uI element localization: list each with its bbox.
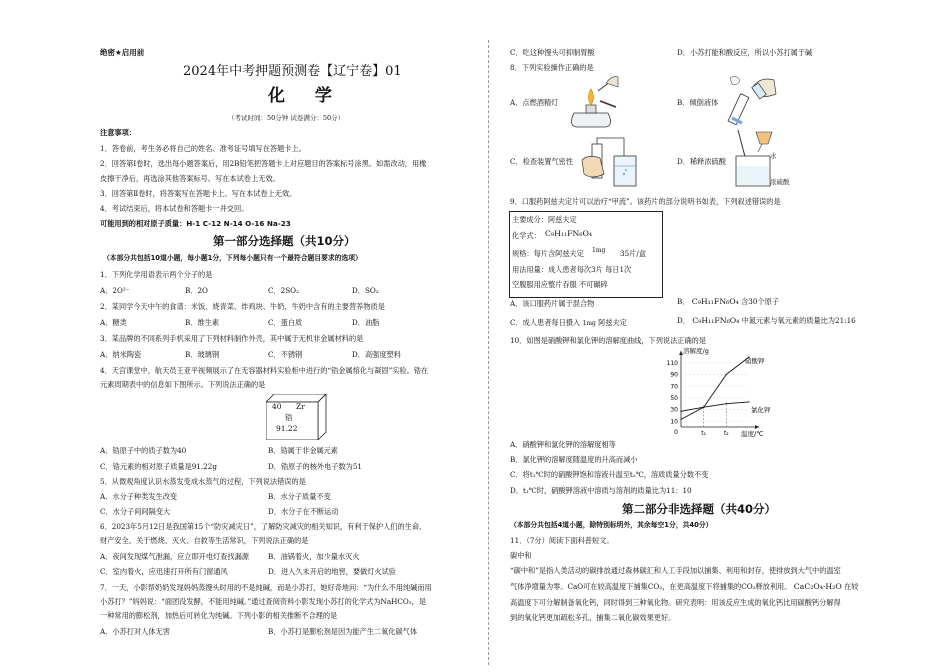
part2-instruction: （本部分共包括4道小题，除特别标明外，其余每空1分，共40分） (510, 521, 713, 529)
y-tick-label: 90 (670, 371, 678, 379)
q9-stem: 9．口服药阿兹夫定片可以治疗“甲流”。该药片的部分说明书如表，下列叙述错误的是 (510, 197, 781, 206)
drug-formula-label: 化学式： (512, 231, 541, 240)
q4-option-d: D．锆原子的核外电子数为51 (268, 462, 362, 471)
q7-stem-line3: 一种常用的膨松剂，加热后可转化为纯碱。下列小影的相关推断不合理的是 (100, 611, 338, 620)
alcohol-lamp-illustration (562, 73, 620, 129)
q2-stem: 2．某同学今天中午的食谱：米饭、烧青菜、炸鸡块、牛奶，牛奶中含有的主要营养物质是 (100, 302, 385, 311)
drug-pack: 35片/盒 (620, 249, 646, 258)
q9-option-c (510, 318, 627, 328)
x-tick-label: t₁ (701, 430, 707, 437)
q9-option-d-prefix: D． (677, 316, 690, 325)
q7-stem-line1: 7．一天，小影帮奶奶发现妈妈蒸馒头时用的不是纯碱，而是小苏打，她好奇地问：“为什么不用纯碱而用 (100, 583, 432, 592)
q8-option-c: C．检查装置气密性 (510, 157, 574, 166)
data-point (726, 403, 727, 404)
data-point (680, 419, 681, 420)
q10-stem: 10．如图是硝酸钾和氯化钾的溶解度曲线，下列说法正确的是 (510, 336, 707, 345)
q11-inline-formula: CaC₂O₄·H₂O (793, 582, 842, 591)
q11-line4: 到的氧化钙更加疏松多孔，捕集二氧化碳效果更好。 (510, 613, 676, 622)
q10-option-d: D．t₁℃时，硝酸钾溶液中溶质与溶剂的质量比为11：10 (510, 486, 692, 495)
q3-option-a: A．纳米陶瓷 (100, 350, 142, 359)
q8-option-d: D．稀释浓硫酸 (677, 157, 726, 166)
exam-info: （考试时间：50分钟 试卷满分：50分） (228, 114, 345, 122)
origin-label: 0 (674, 429, 678, 436)
series-line-kno3 (681, 357, 749, 419)
q1-stem: 1．下列化学用语表示两个分子的是 (100, 270, 213, 279)
q3-option-b: B．玻璃钢 (185, 350, 220, 359)
q11-heading: 碳中和 (510, 551, 532, 560)
q7-option-a: A．小苏打对人体无害 (100, 627, 170, 636)
q9-option-b-text: 个原子 (757, 297, 780, 306)
q8-stem: 8．下列实验操作正确的是 (510, 63, 594, 72)
part2-title: 第二部分非选择题（共40分） (622, 502, 777, 516)
q4-stem-line1: 4．天宫课堂中，航天员王亚平视频展示了在无容器材料实验柜中进行的“锆金属熔化与凝固”实验。锆在 (100, 366, 429, 375)
data-point (703, 407, 704, 408)
q2-option-c: C．蛋白质 (268, 318, 303, 327)
x-axis-arrow (755, 425, 759, 429)
q11-line2-text: 气体净增量为零。CaO可在较高温度下捕集CO₂，在更高温度下将捕集的CO₂释放利用。 (510, 582, 792, 591)
airtightness-check-illustration (578, 134, 640, 190)
drug-warning: 空腹服用应整片吞服 不可碾碎 (512, 280, 608, 289)
secret-label: 绝密★启用前 (100, 48, 145, 57)
q6-option-d: D．进入久未开启的地窖，要做灯火试验 (268, 567, 396, 576)
water-label: 水 (770, 152, 777, 160)
column-divider (488, 40, 489, 665)
x-axis-label: 温度/℃ (741, 430, 764, 438)
q4-stem-line2: 元素周期表中的信息如下图所示。下列说法正确的是 (100, 380, 266, 389)
q9-option-d (677, 316, 856, 327)
x-tick-label: t₂ (723, 430, 729, 437)
drug-dose: 1mg (592, 247, 606, 254)
q10-option-b: B．氯化钾的溶解度随温度的升高而减小 (510, 455, 638, 464)
q4-option-b: B．锆属于非金属元素 (268, 446, 338, 455)
q6-option-b: B．油锅着火，加少量水灭火 (268, 552, 360, 561)
q2-option-a: A．糖类 (100, 318, 127, 327)
page-title: 2024年中考押题预测卷【辽宁卷】01 (183, 64, 402, 79)
element-name: 锆 (285, 413, 293, 422)
q9-option-d-formula: C₉H₁₁FN₆O₄ (692, 316, 740, 325)
q11-stem: 11．（7分）阅读下面科普短文。 (510, 536, 614, 545)
q7-option-d: D．小苏打能和酸反应，所以小苏打属于碱 (677, 48, 813, 57)
y-tick-label: 10 (670, 418, 678, 426)
q1-option-d: D．SO₂ (352, 286, 379, 295)
q2-option-d: D．油脂 (352, 318, 380, 327)
data-point (748, 401, 749, 402)
q11-line2-tail: 在较 (844, 582, 859, 591)
q5-stem: 5．从微观角度认识水蒸发变成水蒸气的过程，下列说法错误的是 (100, 477, 306, 486)
q4-option-c: C．锆元素的相对原子质量是91.22g (100, 462, 217, 471)
q2-option-b: B．维生素 (185, 318, 220, 327)
data-point (726, 374, 727, 375)
drug-spec: 规格：每片含阿兹夫定 (512, 249, 584, 258)
q7-option-b: B．小苏打是膨松剂是因为能产生二氧化碳气体 (268, 627, 418, 636)
q5-option-d: D．水分子在不断运动 (268, 507, 339, 516)
q11-line2 (510, 582, 858, 593)
q4-option-a: A．锆原子中的质子数为40 (100, 446, 187, 455)
q1-option-c: C．2SO₂ (268, 286, 299, 295)
q6-option-a: A．夜间发现煤气泄漏，应立即开电灯查找漏源 (100, 552, 249, 561)
q6-option-c: C．室内着火，应迅速打开所有门窗通风 (100, 567, 228, 576)
q9-option-c-tail: 阿兹夫定 (598, 318, 627, 327)
y-axis-label: 溶解度/g (683, 347, 709, 355)
drug-component: 主要成分：阿兹夫定 (512, 215, 577, 224)
solubility-chart (655, 347, 785, 439)
note-2: 2．回答第Ⅰ卷时，选出每小题答案后，用2B铅笔把答题卡上对应题目的答案标号涂黑。如需改动，用橡 (100, 159, 427, 168)
part1-instruction: （本部分共包括10道小题，每小题1分，下列每小题只有一个最符合题目要求的选项） (103, 254, 362, 262)
q10-option-c: C．将t₁℃时的硝酸钾饱和溶液升温至t₂℃，溶质质量分数不变 (510, 470, 709, 479)
data-point (680, 411, 681, 412)
atomic-mass: 91.22 (276, 424, 298, 433)
q3-option-c: C．不锈钢 (268, 350, 303, 359)
subject-title: 化 学 (268, 86, 344, 106)
acid-label: 浓硫酸 (770, 178, 790, 186)
note-4: 4．考试结束后，将本试卷和答题卡一并交回。 (100, 204, 249, 213)
series-label-kno3: 硝酸钾 (745, 356, 765, 365)
q5-option-c: C．水分子间间隔变大 (100, 507, 171, 516)
q3-stem: 3．某品牌的不同系列手机采用了下列材料制作外壳，其中属于无机非金属材料的是 (100, 334, 364, 343)
q5-option-b: B．水分子质量不变 (268, 492, 331, 501)
y-tick-label: 50 (670, 395, 678, 403)
drug-usage: 用法用量：成人患者每次3片 每日1次 (512, 265, 632, 274)
y-tick-label: 110 (666, 360, 678, 368)
q1-option-b: B．2O (185, 286, 208, 295)
q8-option-b: B．倾倒液体 (677, 98, 719, 107)
atomic-masses: 可能用到的相对原子质量：H-1 C-12 N-14 O-16 Na-23 (100, 219, 291, 228)
q9-option-b-prefix: B． (677, 297, 690, 306)
series-line-kcl (681, 402, 749, 411)
q9-option-a: A．该口服药片属于混合物 (510, 299, 595, 308)
note-2-cont: 皮擦干净后，再选涂其他答案标号。写在本试卷上无效。 (100, 174, 280, 183)
q7-option-c: C．吃这种馒头可抑制胃酸 (510, 48, 595, 57)
y-tick-label: 30 (670, 406, 678, 414)
q8-option-a: A．点燃酒精灯 (510, 98, 559, 107)
q10-option-a: A．硝酸钾和氯化钾的溶解度相等 (510, 440, 616, 449)
q5-option-a: A．水分子种类发生改变 (100, 492, 178, 501)
q3-option-d: D．高强度塑料 (352, 350, 401, 359)
q9-option-c-dose: 1mg (582, 320, 596, 327)
q7-stem-line2: 小苏打？”妈妈说：“面团没发酵，不能用纯碱。”通过查阅资料小影发现小苏打的化学式为NaHCO₃，是 (100, 597, 427, 606)
q6-stem-line1: 6．2023年5月12日是我国第15个“防灾减灾日”，了解防灾减灾的相关知识，有利于保护人们的生命、 (100, 522, 427, 531)
note-1: 1．答卷前，考生务必将自己的姓名、准考证号填写在答题卡上。 (100, 144, 306, 153)
q9-option-b (677, 297, 779, 308)
q6-stem-line2: 财产安全。关于燃烧、灭火、自救等生活常识，下列说法正确的是 (100, 536, 309, 545)
q9-option-c-text: C．成人患者每日摄入 (510, 318, 581, 327)
y-tick-label: 70 (670, 383, 678, 391)
atomic-number: 40 (272, 402, 282, 411)
q9-option-d-text: 中氮元素与氧元素的质量比为21:16 (741, 316, 856, 325)
q11-line3: 高温度下可分解制备氧化钙，同时得到三种氧化物。研究表明：用该反应生成的氧化钙比用碳酸钙分解得 (510, 598, 841, 607)
q11-line1: “碳中和”是指人类活动的碳排放通过森林碳汇和人工手段加以捕集、利用和封存，使排放到大气中的温室 (510, 566, 841, 575)
q9-option-b-formula: C₉H₁₁FN₆O₄ (691, 297, 739, 306)
drug-formula: C₉H₁₁FN₆O₄ (545, 229, 593, 238)
note-3: 3．回答第Ⅱ卷时，将答案写在答题卡上。写在本试卷上无效。 (100, 189, 297, 198)
series-label-kcl: 氯化钾 (751, 405, 771, 414)
q9-option-b-count: 含30 (741, 297, 758, 306)
pouring-liquid-illustration (722, 74, 780, 128)
q1-option-a: A．2O²⁻ (100, 286, 130, 295)
element-symbol: Zr (296, 402, 305, 411)
part1-title: 第一部分选择题（共10分） (213, 234, 356, 248)
notes-heading: 注意事项： (100, 128, 136, 137)
